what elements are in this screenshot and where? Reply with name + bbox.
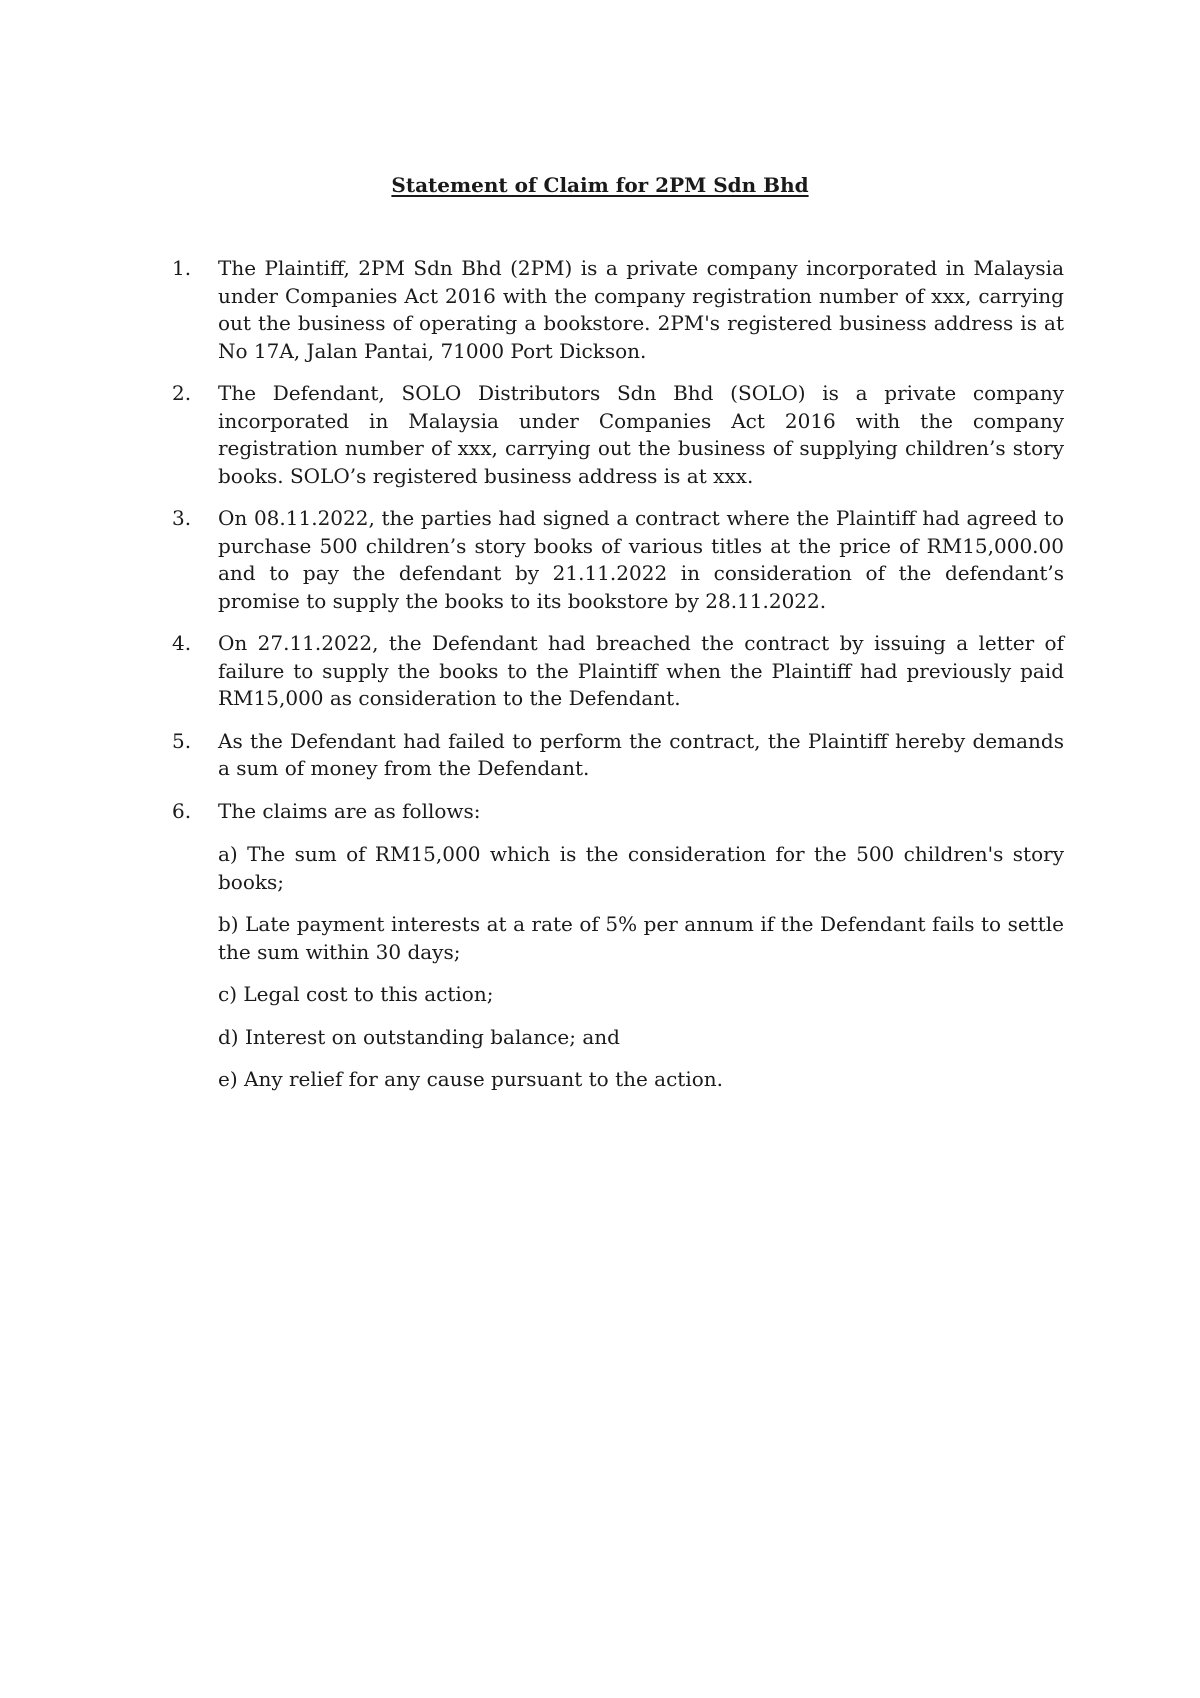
claim-item-c: c) Legal cost to this action; <box>218 982 494 1006</box>
paragraph-3 <box>172 505 1064 615</box>
paragraph-2 <box>172 380 1064 490</box>
paragraph-text: The Defendant, SOLO Distributors Sdn Bhd (SOLO) is a private company incorporated in Malaysia under Companies Act 2016 with the company registration number of xxx, carrying out the business of supplying children’s story books. SOLO’s registered business address is at xxx. <box>218 381 1064 488</box>
claim-item-b: b) Late payment interests at a rate of 5% per annum if the Defendant fails to settle the sum within 30 days; <box>218 912 1064 964</box>
paragraph-number: 3. <box>172 506 192 530</box>
paragraph-5 <box>172 728 1064 783</box>
paragraph-text: On 27.11.2022, the Defendant had breached the contract by issuing a letter of failure to supply the books to the Plaintiff when the Plaintiff had previously paid RM15,000 as consideration to the Defendant. <box>218 631 1064 710</box>
paragraph-text: The Plaintiff, 2PM Sdn Bhd (2PM) is a private company incorporated in Malaysia under Companies Act 2016 with the company registration number of xxx, carrying out the business of operating a bookstore. 2PM's registered business address is at No 17A, Jalan Pantai, 71000 Port Dickson. <box>218 256 1064 363</box>
paragraph-number: 6. <box>172 798 192 823</box>
paragraph-4 <box>172 630 1064 713</box>
paragraph-1 <box>172 255 1064 365</box>
claim-paragraph-list <box>172 255 1064 1109</box>
claim-item-e: e) Any relief for any cause pursuant to the action. <box>218 1067 724 1091</box>
paragraph-text: The claims are as follows: <box>218 798 481 823</box>
paragraph-6 <box>172 798 1064 826</box>
claim-item-a: a) The sum of RM15,000 which is the consideration for the 500 children's story books; <box>218 842 1064 894</box>
paragraph-number: 4. <box>172 631 192 655</box>
claim-item-d: d) Interest on outstanding balance; and <box>218 1024 620 1049</box>
paragraph-number: 5. <box>172 728 192 753</box>
paragraph-number: 2. <box>172 381 192 405</box>
paragraph-text: On 08.11.2022, the parties had signed a contract where the Plaintiff had agreed to purchase 500 children’s story books of various titles at the price of RM15,000.00 and to pay the defendant by 21.11.2022 in consideration of the defendant’s promise to supply the books to its bookstore by 28.11.2022. <box>218 506 1064 613</box>
paragraph-text: As the Defendant had failed to perform the contract, the Plaintiff hereby demands a sum of money from the Defendant. <box>218 728 1064 780</box>
document-title: Statement of Claim for 2PM Sdn Bhd <box>391 173 809 197</box>
paragraph-number: 1. <box>172 256 192 280</box>
